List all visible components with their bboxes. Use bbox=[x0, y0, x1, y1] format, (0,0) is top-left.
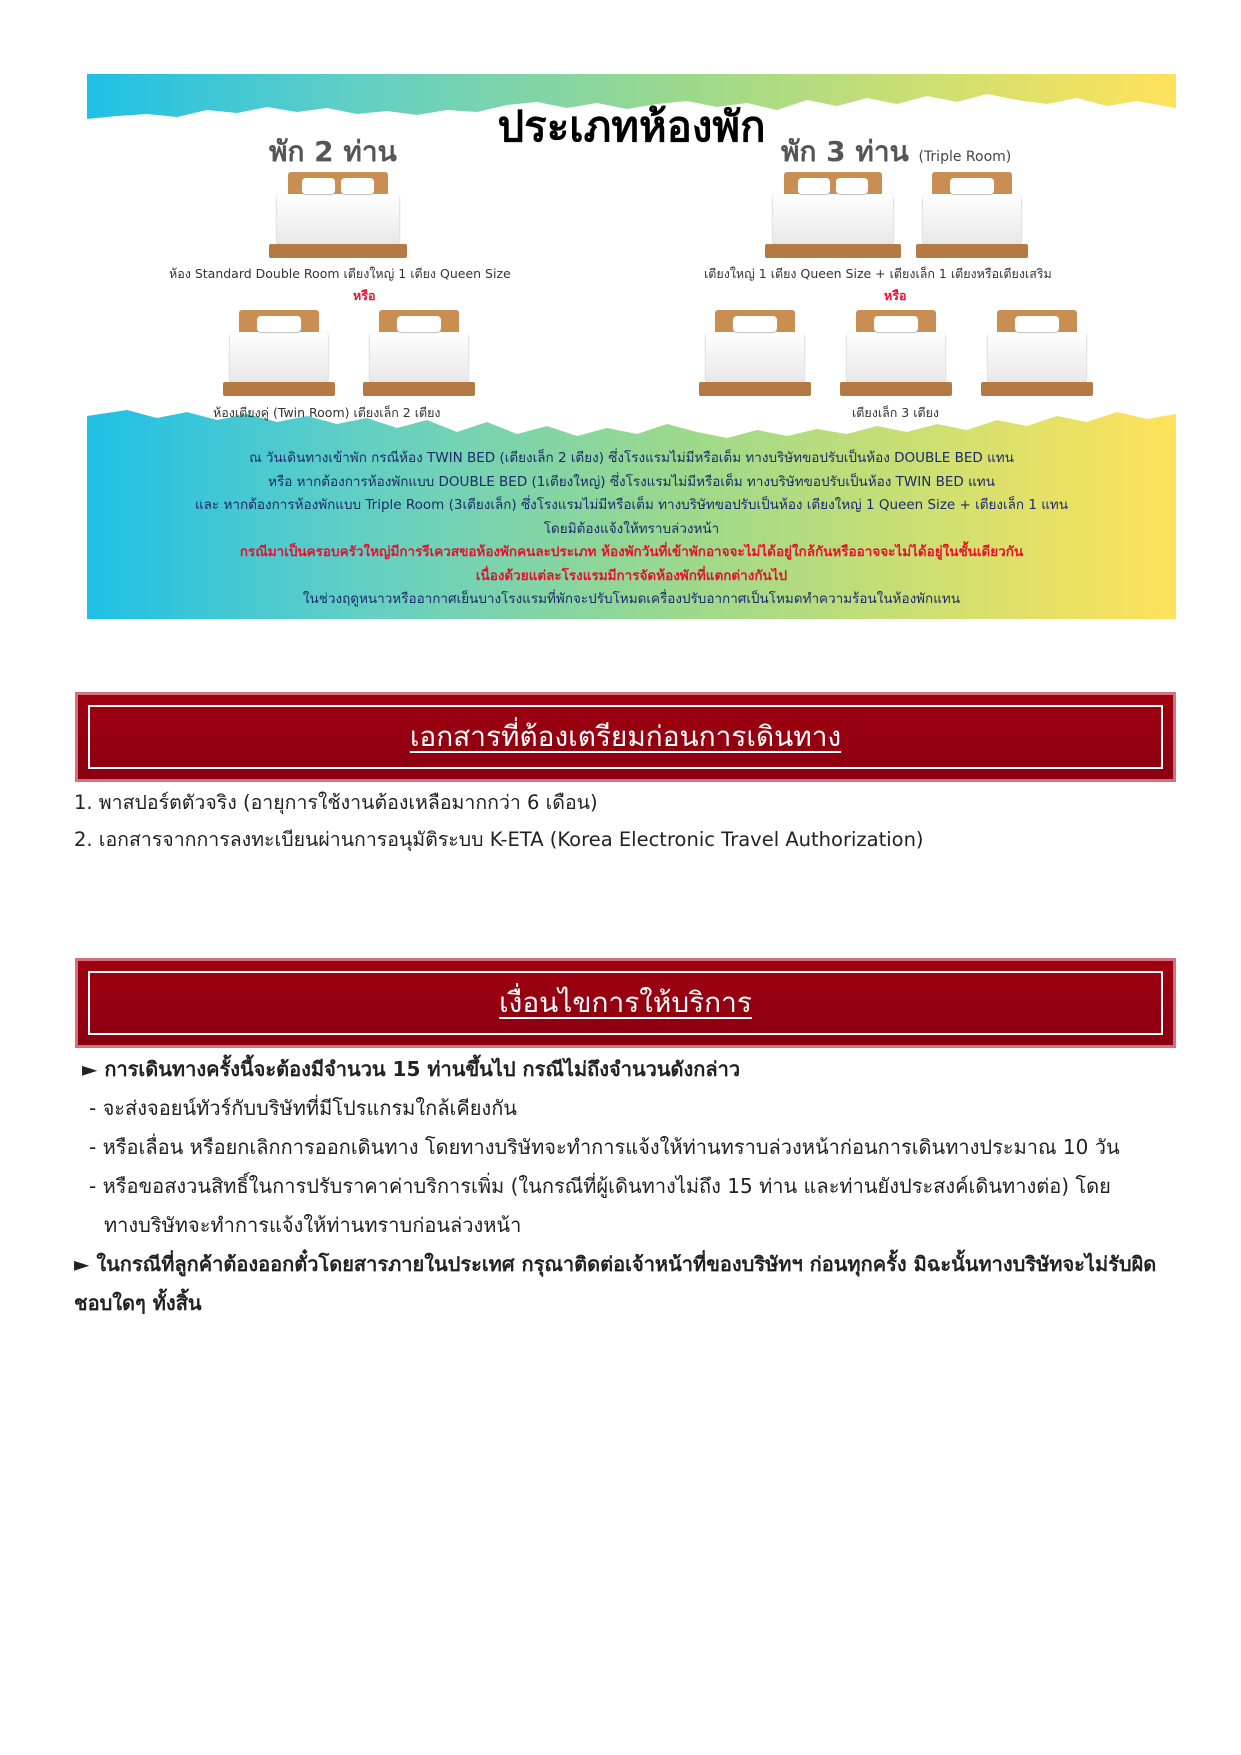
single-bed-icon bbox=[916, 172, 1028, 260]
room-note: โดยมิต้องแจ้งให้ทราบล่วงหน้า bbox=[543, 520, 720, 537]
double-option2-caption: ห้องเตียงคู่ (Twin Room) เตียงเล็ก 2 เตียง bbox=[213, 405, 441, 420]
condition-sub-item: - หรือเลื่อน หรือยกเลิกการออกเดินทาง โดยทางบริษัทจะทำการแจ้งให้ท่านทราบล่วงหน้าก่อนการเดินทางประมาณ 10 วัน bbox=[89, 1135, 1120, 1159]
single-bed-icon bbox=[840, 310, 952, 398]
condition-sub-item: - หรือขอสงวนสิทธิ์ในการปรับราคาค่าบริการเพิ่ม (ในกรณีที่ผู้เดินทางไม่ถึง 15 ท่าน และท่านยังประสงค์เดินทางต่อ) โดย bbox=[89, 1174, 1111, 1198]
room-note: ณ วันเดินทางเข้าพัก กรณีห้อง TWIN BED (เตียงเล็ก 2 เตียง) ซึ่งโรงแรมไม่มีหรือเต็ม ทางบริษัทขอปรับเป็นห้อง DOUBLE BED แทน bbox=[249, 450, 1014, 466]
condition-sub-item: - จะส่งจอยน์ทัวร์กับบริษัทที่มีโปรแกรมใกล้เคียงกัน bbox=[89, 1096, 517, 1120]
triple-heading-note: (Triple Room) bbox=[918, 149, 1012, 165]
single-bed-icon bbox=[363, 310, 475, 398]
triple-heading-text: พัก 3 ท่าน bbox=[781, 135, 909, 168]
condition-bullet: ► การเดินทางครั้งนี้จะต้องมีจำนวน 15 ท่านขึ้นไป กรณีไม่ถึงจำนวนดังกล่าว bbox=[82, 1057, 741, 1081]
room-note: ในช่วงฤดูหนาวหรืออากาศเย็นบางโรงแรมที่พักจะปรับโหมดเครื่องปรับอากาศเป็นโหมดทำความร้อนในห้องพักแทน bbox=[302, 591, 961, 607]
double-bed-icon bbox=[269, 172, 407, 260]
documents-section-header bbox=[75, 692, 1176, 782]
room-note: หรือ หากต้องการห้องพักแบบ DOUBLE BED (1เตียงใหญ่) ซึ่งโรงแรมไม่มีหรือเต็ม ทางบริษัทขอปรับเป็นห้อง TWIN BED แทน bbox=[268, 473, 995, 490]
conditions-section-header bbox=[75, 958, 1176, 1048]
double-group-heading: พัก 2 ท่าน bbox=[269, 135, 397, 168]
single-bed-icon bbox=[699, 310, 811, 398]
triple-option1-caption: เตียงใหญ่ 1 เตียง Queen Size + เตียงเล็ก 1 เตียงหรือเตียงเสริม bbox=[704, 266, 1052, 281]
conditions-list bbox=[74, 1050, 1184, 1323]
documents-list bbox=[74, 784, 924, 858]
condition-sub-item-continued: ทางบริษัทจะทำการแจ้งให้ท่านทราบก่อนล่วงหน้า bbox=[104, 1213, 522, 1237]
single-bed-icon bbox=[223, 310, 335, 398]
double-or-label: หรือ bbox=[353, 288, 376, 303]
room-type-banner bbox=[87, 74, 1176, 619]
double-option1-caption: ห้อง Standard Double Room เตียงใหญ่ 1 เตียง Queen Size bbox=[169, 266, 511, 281]
banner-title: ประเภทห้องพัก bbox=[497, 102, 766, 151]
document-item: 2. เอกสารจากการลงทะเบียนผ่านการอนุมัติระบบ K-ETA (Korea Electronic Travel Authorization) bbox=[74, 828, 924, 851]
triple-or-label: หรือ bbox=[884, 288, 907, 303]
single-bed-icon bbox=[981, 310, 1093, 398]
triple-option2-caption: เตียงเล็ก 3 เตียง bbox=[852, 405, 940, 420]
room-note-warning: เนื่องด้วยแต่ละโรงแรมมีการจัดห้องพักที่แตกต่างกันไป bbox=[475, 567, 788, 584]
document-item: 1. พาสปอร์ตตัวจริง (อายุการใช้งานต้องเหลือมากกว่า 6 เดือน) bbox=[74, 791, 598, 814]
room-notes bbox=[87, 447, 1176, 612]
conditions-header-label: เงื่อนไขการให้บริการ bbox=[499, 986, 752, 1019]
double-bed-icon bbox=[765, 172, 901, 260]
triple-group-heading bbox=[781, 130, 1011, 174]
room-note: และ หากต้องการห้องพักแบบ Triple Room (3เตียงเล็ก) ซึ่งโรงแรมไม่มีหรือเต็ม ทางบริษัทขอปรับเป็นห้อง เตียงใหญ่ 1 Queen Size + เตียงเล็ก 1 แทน bbox=[194, 497, 1069, 513]
room-note-warning: กรณีมาเป็นครอบครัวใหญ่มีการรีเควสขอห้องพักคนละประเภท ห้องพักวันที่เข้าพักอาจจะไม่ได้อยู่ใกล้กันหรืออาจจะไม่ได้อยู่ในชั้นเดียวกัน bbox=[239, 544, 1024, 560]
condition-bullet: ► ในกรณีที่ลูกค้าต้องออกตั๋วโดยสารภายในประเทศ กรุณาติดต่อเจ้าหน้าที่ของบริษัทฯ ก่อนทุกครั้ง มิฉะนั้นทางบริษัทจะไม่รับผิดชอบใดๆ ทั้งสิ้น bbox=[74, 1252, 1157, 1315]
documents-header-label: เอกสารที่ต้องเตรียมก่อนการเดินทาง bbox=[409, 720, 842, 753]
